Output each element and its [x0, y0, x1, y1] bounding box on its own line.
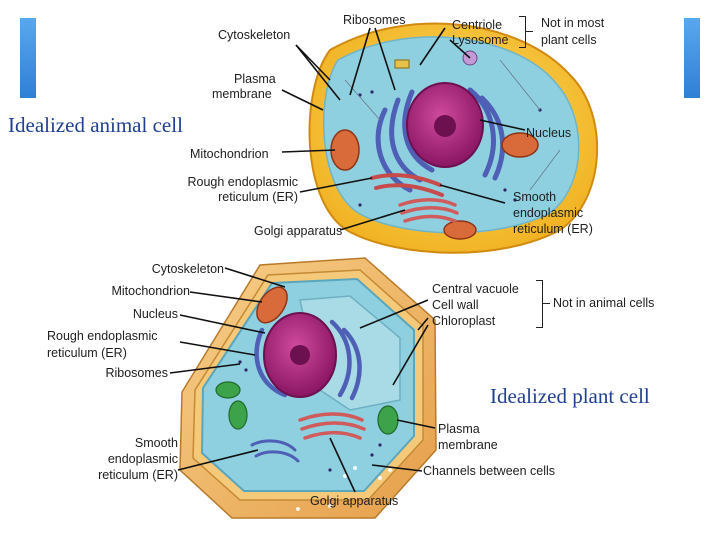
animal-nucleolus [434, 115, 456, 137]
label-plant-golgi: Golgi apparatus [310, 494, 399, 508]
label-animal-not-in-most-1: Not in most [541, 16, 605, 30]
plant-bracket [536, 280, 543, 328]
plant-nucleolus [290, 345, 310, 365]
label-plant-cell-wall: Cell wall [432, 298, 479, 312]
plant-bracket-tick [542, 303, 550, 304]
label-animal-nucleus: Nucleus [526, 126, 572, 140]
label-animal-smooth-er-3: reticulum (ER) [513, 222, 593, 236]
label-plant-smooth-er-3: reticulum (ER) [98, 468, 178, 482]
animal-centriole [395, 60, 409, 68]
label-animal-plasma-2: membrane [212, 87, 272, 101]
label-animal-golgi: Golgi apparatus [254, 224, 343, 238]
animal-bracket-tick [525, 31, 533, 32]
label-animal-rough-er-1: Rough endoplasmic [187, 175, 298, 189]
label-animal-cytoskeleton: Cytoskeleton [218, 28, 291, 42]
label-plant-cytoskeleton: Cytoskeleton [151, 262, 224, 276]
label-animal-smooth-er-1: Smooth [513, 190, 557, 204]
animal-bracket [519, 16, 526, 48]
label-plant-smooth-er-2: endoplasmic [107, 452, 178, 466]
label-plant-smooth-er-1: Smooth [134, 436, 178, 450]
label-plant-nucleus: Nucleus [132, 307, 178, 321]
plant-cell [180, 258, 436, 518]
label-plant-not-in-animal: Not in animal cells [553, 296, 655, 310]
label-animal-centriole: Centriole [452, 18, 503, 32]
label-animal-smooth-er-2: endoplasmic [513, 206, 584, 220]
animal-cell-title: Idealized animal cell [8, 113, 183, 137]
label-plant-mitochondrion: Mitochondrion [111, 284, 190, 298]
label-plant-rough-er-1: Rough endoplasmic [47, 329, 158, 343]
label-plant-central-vacuole: Central vacuole [432, 282, 519, 296]
label-plant-ribosomes: Ribosomes [105, 366, 168, 380]
label-plant-rough-er-2: reticulum (ER) [47, 346, 127, 360]
label-animal-lysosome: Lysosome [452, 33, 509, 47]
label-animal-plasma-1: Plasma [234, 72, 276, 86]
label-plant-chloroplast: Chloroplast [432, 314, 496, 328]
label-animal-rough-er-2: reticulum (ER) [218, 190, 298, 204]
label-plant-plasma-2: membrane [438, 438, 498, 452]
plant-cell-title: Idealized plant cell [490, 384, 650, 408]
label-animal-not-in-most-2: plant cells [541, 33, 597, 47]
label-plant-channels: Channels between cells [423, 464, 556, 478]
label-animal-ribosomes: Ribosomes [343, 13, 406, 27]
label-animal-mitochondrion: Mitochondrion [190, 147, 269, 161]
label-plant-plasma-1: Plasma [438, 422, 480, 436]
